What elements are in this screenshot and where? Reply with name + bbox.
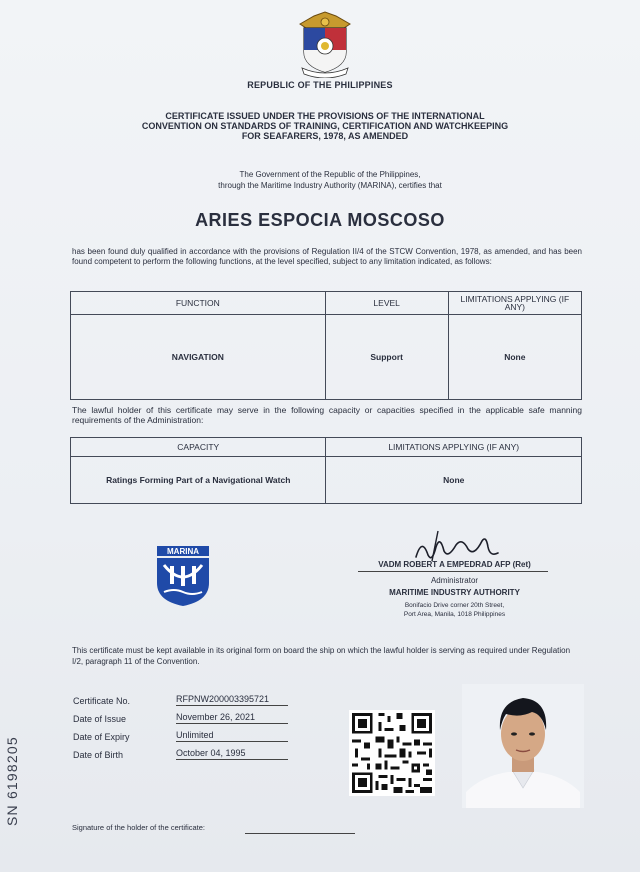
capacity-limitations-header: LIMITATIONS APPLYING (IF ANY) [326, 438, 582, 457]
level-cell: Support [325, 315, 448, 400]
gov-line: The Government of the Republic of the Philippines, [239, 170, 421, 179]
title-line: FOR SEAFARERS, 1978, AS AMENDED [241, 131, 409, 141]
capacity-table [70, 437, 582, 504]
capacity-table-header [71, 438, 582, 457]
capacity-statement: The lawful holder of this certificate may serve in the following capacity or capacities specified in the applicable safe manning requirements of the Administration: [72, 405, 582, 425]
republic-heading: REPUBLIC OF THE PHILIPPINES [247, 80, 393, 90]
date-of-expiry-value: Unlimited [176, 730, 288, 742]
date-of-issue-label: Date of Issue [73, 714, 127, 724]
signatory-title: Administrator [430, 576, 479, 585]
government-statement [120, 169, 540, 191]
address-line: Bonifacio Drive corner 20th Street, [404, 602, 505, 609]
function-header: FUNCTION [71, 292, 326, 315]
date-of-expiry-label: Date of Expiry [73, 732, 130, 742]
capacity-cell: Ratings Forming Part of a Navigational Watch [71, 457, 326, 504]
functions-table [70, 291, 582, 400]
certificate-no-label: Certificate No. [73, 696, 131, 706]
serial-number: SN 6198205 [4, 736, 20, 826]
capacity-limitations-cell: None [326, 457, 582, 504]
signatory-organization: MARITIME INDUSTRY AUTHORITY [389, 588, 520, 597]
table-row [71, 457, 582, 504]
certificate-no-value: RFPNW200003395721 [176, 694, 288, 706]
level-header: LEVEL [325, 292, 448, 315]
limitations-header: LIMITATIONS APPLYING (IF ANY) [448, 292, 581, 315]
signatory-address [362, 601, 547, 619]
certificate-title [90, 111, 560, 141]
title-line: CONVENTION ON STANDARDS OF TRAINING, CERTIFICATION AND WATCHKEEPING [141, 121, 509, 131]
limitations-cell: None [448, 315, 581, 400]
date-of-issue-value: November 26, 2021 [176, 712, 288, 724]
table-row [71, 315, 582, 400]
signatory-divider [358, 571, 548, 572]
philippine-seal-icon [292, 10, 358, 78]
marina-logo-text: MARINA [167, 547, 199, 556]
holder-signature-label: Signature of the holder of the certificate: [72, 823, 205, 832]
function-cell: NAVIGATION [71, 315, 326, 400]
address-line: Port Area, Manila, 1018 Philippines [403, 611, 506, 618]
date-of-birth-value: October 04, 1995 [176, 748, 288, 760]
functions-table-header [71, 292, 582, 315]
marina-logo-icon [156, 545, 210, 607]
holder-photo [462, 684, 584, 808]
qr-code [349, 710, 435, 796]
capacity-header: CAPACITY [71, 438, 326, 457]
qualification-statement: has been found duly qualified in accordance with the provisions of Regulation II/4 of the STCW Convention, 1978, as amended, and has been found competent to perform the following functions, at the level specified, subject to any limitation indicated, as follows: [72, 247, 582, 266]
holder-name: ARIES ESPOCIA MOSCOSO [195, 210, 445, 230]
onboard-statement: This certificate must be kept available in its original form on board the ship on which the lawful holder is serving as required under Regulation I/2, paragraph 11 of the Convention. [72, 646, 571, 666]
date-of-birth-label: Date of Birth [73, 750, 124, 760]
gov-line: through the Maritime Industry Authority (MARINA), certifies that [218, 181, 442, 190]
signatory-name: VADM ROBERT A EMPEDRAD AFP (Ret) [378, 560, 531, 569]
holder-signature-line [245, 833, 355, 834]
title-line: CERTIFICATE ISSUED UNDER THE PROVISIONS OF THE INTERNATIONAL [165, 111, 485, 121]
